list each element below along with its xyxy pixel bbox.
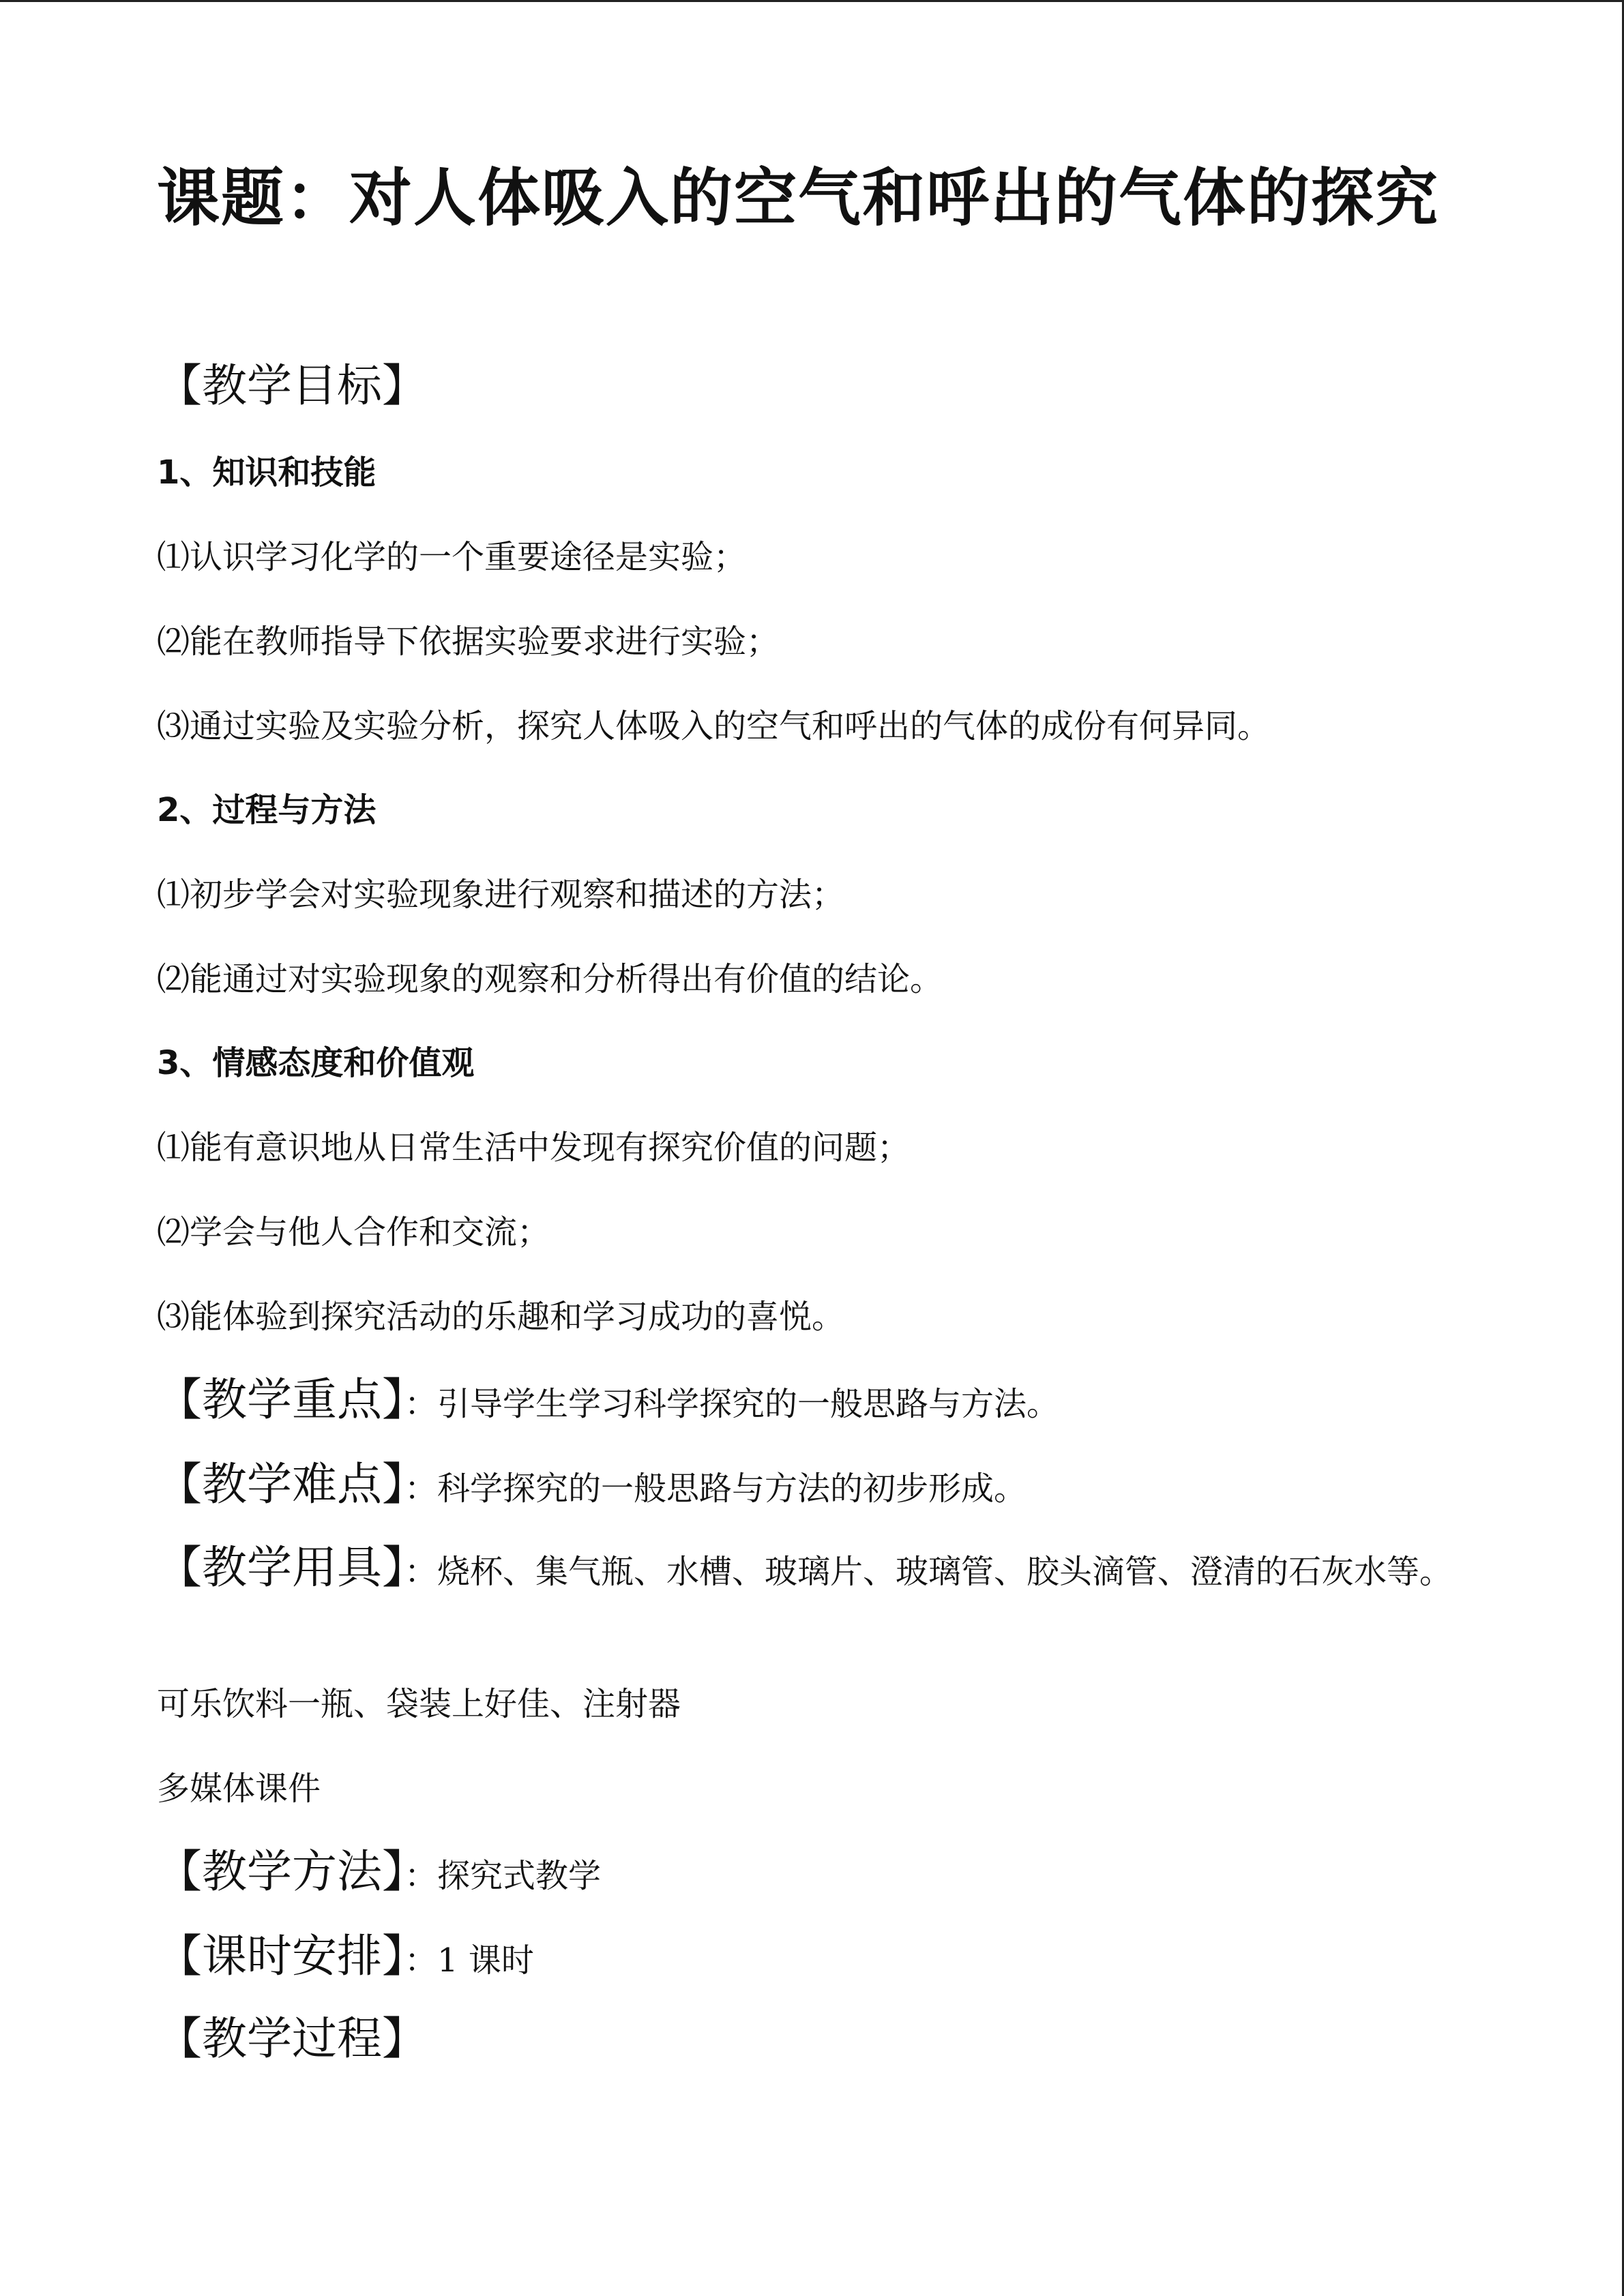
method-text: 探究式教学 (437, 1857, 602, 1895)
knowledge-item-1: ⑴认识学习化学的一个重要途径是实验； (157, 538, 747, 576)
knowledge-item-2: ⑵能在教师指导下依据实验要求进行实验； (157, 623, 780, 661)
method-separator: ： (404, 1857, 438, 1895)
difficulty-row (157, 1454, 1027, 1515)
tools-extra-1: 可乐饮料一瓶、袋装上好佳、注射器 (157, 1685, 681, 1723)
key-point-row (157, 1369, 1059, 1431)
key-point-label: 【教学重点】 (157, 1373, 404, 1426)
lesson-title: 课题：对人体吸入的空气和呼出的气体的探究 (157, 162, 1440, 235)
knowledge-skills-heading: 1、知识和技能 (157, 453, 377, 492)
method-label: 【教学方法】 (157, 1845, 404, 1898)
process-item-2: ⑵能通过对实验现象的观察和分析得出有价值的结论。 (157, 960, 943, 998)
emotion-item-3: ⑶能体验到探究活动的乐趣和学习成功的喜悦。 (157, 1298, 845, 1336)
key-point-text: 引导学生学习科学探究的一般思路与方法。 (437, 1385, 1060, 1423)
schedule-separator: ： (404, 1941, 438, 1980)
teaching-process-heading: 【教学过程】 (157, 2012, 427, 2065)
difficulty-separator: ： (404, 1470, 438, 1508)
difficulty-text: 科学探究的一般思路与方法的初步形成。 (437, 1470, 1027, 1508)
emotion-item-1: ⑴能有意识地从日常生活中发现有探究价值的问题； (157, 1129, 911, 1167)
knowledge-item-3: ⑶通过实验及实验分析，探究人体吸入的空气和呼出的气体的成份有何异同。 (157, 707, 1271, 745)
method-row (157, 1841, 601, 1903)
tools-label: 【教学用具】 (157, 1541, 404, 1594)
process-methods-heading: 2、过程与方法 (157, 791, 377, 829)
difficulty-label: 【教学难点】 (157, 1458, 404, 1510)
schedule-row (157, 1926, 534, 1987)
tools-separator: ： (404, 1553, 438, 1591)
objectives-heading: 【教学目标】 (157, 359, 427, 412)
emotion-values-heading: 3、情感态度和价值观 (157, 1044, 475, 1082)
tools-row (157, 1540, 1453, 1596)
key-point-separator: ： (404, 1385, 438, 1423)
tools-text: 烧杯、集气瓶、水槽、玻璃片、玻璃管、胶头滴管、澄清的石灰水等。 (437, 1553, 1453, 1591)
tools-extra-2: 多媒体课件 (157, 1770, 321, 1808)
schedule-text: 1 课时 (437, 1941, 534, 1980)
process-item-1: ⑴初步学会对实验现象进行观察和描述的方法； (157, 876, 845, 914)
schedule-label: 【课时安排】 (157, 1930, 404, 1982)
emotion-item-2: ⑵学会与他人合作和交流； (157, 1213, 550, 1251)
